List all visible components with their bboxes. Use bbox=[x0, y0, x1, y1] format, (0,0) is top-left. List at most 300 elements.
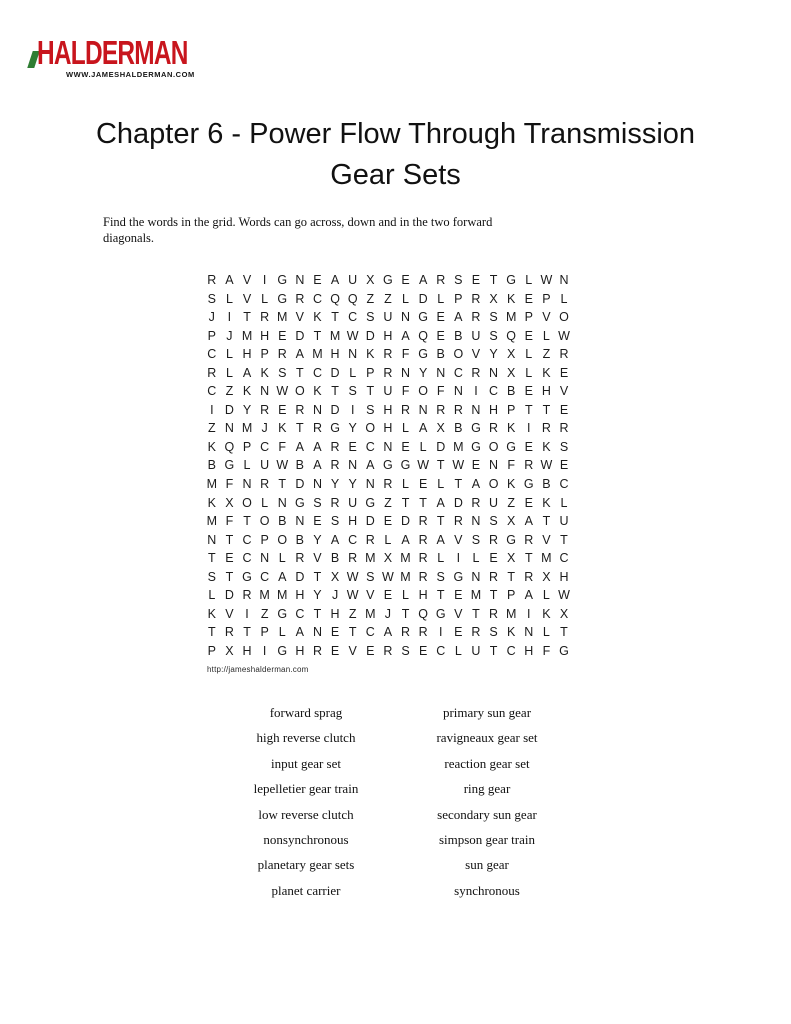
grid-letter: S bbox=[401, 643, 410, 658]
grid-letter: X bbox=[559, 606, 569, 621]
grid-letter: G bbox=[435, 606, 446, 621]
grid-letter: P bbox=[207, 328, 216, 343]
grid-letter: E bbox=[366, 643, 375, 658]
word-list-item: nonsynchronous bbox=[263, 831, 349, 847]
grid-letter: C bbox=[559, 551, 569, 566]
grid-letter: S bbox=[348, 384, 357, 399]
grid-letter: E bbox=[559, 458, 569, 473]
grid-letter: Z bbox=[348, 606, 357, 621]
grid-letter: C bbox=[348, 310, 358, 325]
grid-letter: X bbox=[366, 273, 375, 287]
grid-letter: V bbox=[542, 310, 551, 325]
grid-letter: C bbox=[207, 384, 217, 399]
grid-letter: Q bbox=[418, 328, 428, 343]
grid-letter: N bbox=[436, 365, 446, 380]
grid-letter: X bbox=[330, 569, 340, 584]
grid-letter: Y bbox=[313, 532, 322, 547]
grid-letter: N bbox=[260, 551, 270, 566]
grid-letter: L bbox=[384, 532, 392, 547]
grid-letter: T bbox=[207, 625, 216, 640]
grid-letter: L bbox=[261, 291, 269, 306]
grid-letter: A bbox=[313, 458, 322, 473]
grid-letter: R bbox=[559, 347, 569, 362]
grid-letter: B bbox=[506, 384, 516, 399]
grid-letter: T bbox=[436, 458, 445, 473]
grid-letter: T bbox=[313, 606, 322, 621]
grid-letter: R bbox=[489, 569, 499, 584]
grid-letter: D bbox=[224, 588, 234, 603]
grid-letter: A bbox=[418, 421, 428, 436]
grid-letter: D bbox=[453, 495, 463, 510]
grid-letter: G bbox=[383, 273, 393, 287]
grid-letter: L bbox=[261, 495, 269, 510]
grid-letter: T bbox=[401, 606, 410, 621]
grid-letter: L bbox=[402, 588, 409, 603]
grid-letter: R bbox=[330, 458, 340, 473]
grid-letter: N bbox=[312, 402, 322, 417]
grid-letter: E bbox=[471, 273, 481, 287]
grid-letter: Y bbox=[489, 347, 498, 362]
grid-letter: R bbox=[207, 365, 217, 380]
grid-letter: G bbox=[506, 273, 517, 287]
grid-letter: L bbox=[560, 291, 568, 306]
grid-letter: V bbox=[454, 532, 463, 547]
grid-row bbox=[203, 419, 573, 438]
grid-row bbox=[203, 438, 573, 457]
grid-letter: B bbox=[278, 514, 287, 529]
grid-letter: W bbox=[558, 588, 570, 603]
grid-letter: N bbox=[312, 477, 322, 492]
grid-letter: P bbox=[260, 347, 269, 362]
grid-letter: S bbox=[207, 291, 216, 306]
grid-letter: R bbox=[489, 421, 499, 436]
grid-letter: A bbox=[418, 273, 428, 287]
grid-letter: R bbox=[524, 532, 534, 547]
grid-letter: T bbox=[296, 421, 304, 436]
grid-letter: V bbox=[242, 291, 252, 306]
grid-letter: K bbox=[506, 477, 516, 492]
grid-letter: D bbox=[295, 569, 305, 584]
grid-row bbox=[203, 290, 573, 309]
grid-letter: C bbox=[453, 365, 463, 380]
grid-letter: P bbox=[506, 402, 516, 417]
grid-letter: L bbox=[454, 643, 462, 658]
grid-letter: N bbox=[489, 365, 499, 380]
grid-letter: B bbox=[330, 551, 340, 566]
logo-brand-text: HALDERMAN bbox=[37, 34, 188, 71]
page-title bbox=[0, 114, 791, 196]
grid-letter: R bbox=[436, 402, 446, 417]
grid-letter: R bbox=[436, 273, 446, 287]
grid-letter: R bbox=[312, 421, 322, 436]
grid-letter: G bbox=[224, 458, 235, 473]
grid-letter: U bbox=[260, 458, 270, 473]
grid-letter: T bbox=[243, 625, 251, 640]
grid-letter: M bbox=[365, 551, 376, 566]
grid-row bbox=[203, 623, 573, 642]
grid-row bbox=[203, 456, 573, 475]
grid-letter: N bbox=[453, 384, 463, 399]
grid-letter: N bbox=[312, 625, 322, 640]
grid-letter: A bbox=[330, 532, 340, 547]
grid-letter: G bbox=[277, 273, 288, 287]
grid-letter: G bbox=[418, 310, 428, 325]
grid-letter: P bbox=[260, 625, 269, 640]
grid-letter: S bbox=[313, 495, 322, 510]
grid-letter: M bbox=[241, 421, 253, 436]
grid-letter: N bbox=[295, 514, 305, 529]
grid-letter: R bbox=[260, 402, 270, 417]
grid-letter: H bbox=[383, 421, 393, 436]
grid-letter: E bbox=[418, 477, 428, 492]
grid-letter: M bbox=[206, 514, 218, 529]
grid-letter: O bbox=[365, 421, 376, 436]
grid-letter: L bbox=[437, 477, 445, 492]
grid-letter: F bbox=[542, 643, 551, 658]
grid-letter: N bbox=[400, 310, 411, 325]
grid-letter: I bbox=[245, 606, 249, 621]
grid-letter: A bbox=[278, 569, 287, 584]
grid-letter: M bbox=[206, 477, 218, 492]
grid-letter: L bbox=[402, 291, 409, 306]
grid-letter: H bbox=[295, 643, 305, 658]
grid-letter: U bbox=[559, 514, 569, 529]
word-list-item: lepelletier gear train bbox=[253, 781, 359, 797]
grid-letter: R bbox=[541, 421, 551, 436]
grid-letter: K bbox=[313, 310, 322, 325]
grid-letter: T bbox=[243, 514, 251, 529]
grid-letter: G bbox=[471, 421, 481, 436]
grid-letter: E bbox=[278, 402, 287, 417]
grid-letter: X bbox=[506, 347, 516, 362]
grid-letter: A bbox=[454, 310, 463, 325]
grid-letter: K bbox=[542, 365, 551, 380]
grid-letter: T bbox=[560, 532, 568, 547]
grid-letter: H bbox=[295, 588, 305, 603]
grid-letter: X bbox=[225, 643, 234, 658]
grid-letter: K bbox=[506, 421, 516, 436]
grid-letter: R bbox=[207, 273, 217, 287]
grid-letter: N bbox=[365, 477, 375, 492]
grid-letter: B bbox=[454, 328, 463, 343]
grid-letter: R bbox=[471, 625, 481, 640]
grid-letter: O bbox=[259, 514, 270, 529]
word-search-grid bbox=[203, 271, 573, 660]
grid-letter: N bbox=[471, 402, 481, 417]
grid-letter: S bbox=[436, 569, 445, 584]
grid-letter: L bbox=[437, 551, 445, 566]
grid-letter: Y bbox=[330, 477, 340, 492]
grid-letter: F bbox=[507, 458, 515, 473]
grid-letter: N bbox=[418, 402, 428, 417]
grid-letter: O bbox=[488, 439, 499, 454]
grid-letter: R bbox=[383, 347, 393, 362]
grid-letter: P bbox=[366, 365, 375, 380]
grid-letter: B bbox=[295, 458, 305, 473]
grid-letter: H bbox=[383, 402, 393, 417]
grid-letter: R bbox=[400, 625, 411, 640]
grid-letter: T bbox=[542, 514, 551, 529]
grid-letter: L bbox=[278, 551, 286, 566]
grid-row bbox=[203, 605, 573, 624]
grid-letter: K bbox=[260, 365, 269, 380]
grid-letter: K bbox=[242, 384, 252, 399]
grid-letter: T bbox=[243, 310, 251, 325]
grid-letter: R bbox=[242, 588, 252, 603]
grid-letter: G bbox=[277, 606, 288, 621]
grid-row bbox=[203, 549, 573, 568]
grid-letter: F bbox=[436, 384, 445, 399]
grid-letter: R bbox=[277, 347, 287, 362]
grid-letter: N bbox=[489, 458, 499, 473]
grid-letter: H bbox=[242, 347, 252, 362]
grid-letter: N bbox=[400, 365, 411, 380]
instructions-line-2: diagonals. bbox=[103, 230, 155, 245]
word-list-item: input gear set bbox=[270, 755, 342, 771]
grid-letter: R bbox=[524, 458, 534, 473]
grid-letter: N bbox=[524, 625, 534, 640]
grid-letter: A bbox=[295, 439, 305, 454]
grid-letter: A bbox=[383, 625, 393, 640]
grid-letter: S bbox=[559, 439, 569, 454]
grid-letter: H bbox=[348, 514, 358, 529]
grid-letter: R bbox=[471, 365, 481, 380]
grid-letter: A bbox=[524, 514, 533, 529]
grid-letter: N bbox=[224, 421, 234, 436]
grid-letter: P bbox=[454, 291, 463, 306]
grid-letter: E bbox=[454, 625, 463, 640]
grid-letter: T bbox=[507, 569, 515, 584]
word-list-item: simpson gear train bbox=[438, 831, 536, 847]
grid-letter: Z bbox=[384, 291, 392, 306]
grid-letter: X bbox=[489, 291, 498, 306]
grid-letter: G bbox=[453, 569, 464, 584]
grid-letter: C bbox=[489, 384, 499, 399]
grid-letter: W bbox=[417, 458, 430, 473]
grid-letter: C bbox=[348, 532, 358, 547]
grid-letter: R bbox=[418, 532, 428, 547]
grid-letter: N bbox=[348, 347, 358, 362]
grid-letter: D bbox=[365, 328, 375, 343]
grid-letter: E bbox=[471, 458, 481, 473]
grid-letter: A bbox=[401, 328, 410, 343]
grid-letter: D bbox=[295, 477, 305, 492]
grid-letter: L bbox=[225, 347, 233, 362]
grid-letter: I bbox=[350, 402, 355, 417]
grid-letter: R bbox=[471, 495, 481, 510]
grid-letter: P bbox=[207, 643, 216, 658]
grid-letter: H bbox=[559, 569, 569, 584]
grid-letter: M bbox=[453, 439, 464, 454]
grid-letter: D bbox=[295, 328, 305, 343]
grid-letter: G bbox=[330, 421, 340, 436]
grid-letter: T bbox=[419, 495, 427, 510]
grid-letter: E bbox=[330, 625, 340, 640]
word-list-item: high reverse clutch bbox=[256, 730, 356, 746]
grid-letter: R bbox=[453, 402, 463, 417]
grid-letter: E bbox=[524, 291, 533, 306]
grid-letter: C bbox=[207, 347, 217, 362]
grid-letter: B bbox=[542, 477, 551, 492]
grid-letter: Z bbox=[260, 606, 269, 621]
grid-letter: T bbox=[436, 514, 445, 529]
grid-letter: T bbox=[225, 569, 234, 584]
grid-letter: U bbox=[348, 495, 358, 510]
grid-letter: S bbox=[489, 625, 498, 640]
word-list-item: primary sun gear bbox=[442, 705, 532, 720]
grid-letter: A bbox=[366, 458, 375, 473]
grid-letter: G bbox=[277, 643, 288, 658]
word-list-item: planet carrier bbox=[271, 882, 341, 898]
grid-letter: M bbox=[259, 588, 270, 603]
grid-letter: E bbox=[489, 551, 498, 566]
grid-letter: T bbox=[401, 495, 410, 510]
grid-letter: I bbox=[527, 606, 531, 621]
grid-letter: O bbox=[277, 532, 288, 547]
grid-row bbox=[203, 382, 573, 401]
grid-letter: V bbox=[542, 532, 551, 547]
grid-letter: A bbox=[330, 273, 340, 287]
word-list-left-column bbox=[215, 700, 397, 903]
grid-letter: I bbox=[527, 421, 531, 436]
grid-letter: S bbox=[489, 328, 498, 343]
grid-letter: B bbox=[454, 421, 463, 436]
grid-letter: W bbox=[346, 588, 359, 603]
grid-letter: G bbox=[242, 569, 252, 584]
grid-letter: R bbox=[295, 291, 305, 306]
grid-letter: N bbox=[559, 273, 569, 287]
grid-letter: V bbox=[242, 273, 252, 287]
grid-letter: W bbox=[381, 569, 394, 584]
grid-letter: D bbox=[224, 402, 234, 417]
grid-letter: W bbox=[276, 458, 289, 473]
grid-letter: Q bbox=[347, 291, 358, 306]
grid-letter: E bbox=[313, 514, 322, 529]
grid-letter: I bbox=[438, 625, 443, 640]
grid-letter: L bbox=[560, 495, 568, 510]
grid-row bbox=[203, 308, 573, 327]
grid-letter: K bbox=[366, 347, 375, 362]
grid-letter: R bbox=[365, 532, 375, 547]
grid-letter: K bbox=[207, 439, 216, 454]
grid-letter: C bbox=[295, 606, 305, 621]
grid-letter: R bbox=[260, 310, 270, 325]
grid-letter: E bbox=[559, 365, 569, 380]
grid-letter: A bbox=[524, 588, 533, 603]
word-list-item: planetary gear sets bbox=[257, 857, 355, 873]
grid-letter: K bbox=[542, 495, 551, 510]
grid-letter: K bbox=[278, 421, 287, 436]
grid-letter: T bbox=[296, 365, 304, 380]
grid-letter: R bbox=[295, 402, 305, 417]
grid-letter: K bbox=[506, 291, 516, 306]
grid-letter: E bbox=[418, 643, 428, 658]
grid-letter: R bbox=[260, 477, 270, 492]
grid-letter: C bbox=[365, 439, 375, 454]
grid-letter: T bbox=[489, 588, 498, 603]
grid-letter: F bbox=[401, 384, 410, 399]
grid-letter: L bbox=[542, 588, 550, 603]
grid-letter: E bbox=[225, 551, 234, 566]
grid-letter: R bbox=[418, 569, 428, 584]
logo-tagline: WWW.JAMESHALDERMAN.COM bbox=[66, 70, 195, 79]
grid-letter: M bbox=[277, 310, 288, 325]
page-title-line-2: Gear Sets bbox=[330, 159, 461, 191]
grid-letter: W bbox=[452, 458, 465, 473]
instructions-line-1: Find the words in the grid. Words can go across, down and in the two forward bbox=[103, 215, 493, 229]
grid-letter: T bbox=[524, 402, 533, 417]
grid-letter: A bbox=[242, 365, 252, 380]
grid-letter: M bbox=[541, 551, 552, 566]
grid-letter: R bbox=[489, 606, 499, 621]
grid-letter: X bbox=[436, 421, 445, 436]
grid-letter: U bbox=[489, 495, 499, 510]
grid-row bbox=[203, 327, 573, 346]
grid-letter: C bbox=[260, 569, 270, 584]
grid-letter: T bbox=[331, 310, 339, 325]
grid-letter: R bbox=[418, 514, 428, 529]
grid-letter: P bbox=[542, 291, 551, 306]
grid-letter: R bbox=[418, 625, 428, 640]
grid-letter: L bbox=[208, 588, 216, 603]
grid-letter: M bbox=[470, 588, 482, 603]
grid-letter: X bbox=[506, 551, 516, 566]
grid-letter: M bbox=[329, 328, 341, 343]
grid-letter: Q bbox=[506, 328, 517, 343]
grid-letter: O bbox=[488, 477, 499, 492]
grid-letter: D bbox=[330, 365, 340, 380]
grid-letter: R bbox=[383, 643, 393, 658]
grid-letter: M bbox=[365, 606, 376, 621]
grid-row bbox=[203, 642, 573, 661]
grid-letter: C bbox=[365, 625, 375, 640]
grid-letter: A bbox=[313, 439, 322, 454]
grid-letter: R bbox=[330, 495, 340, 510]
grid-letter: Z bbox=[384, 495, 392, 510]
grid-letter: Q bbox=[418, 606, 428, 621]
word-list-item: forward sprag bbox=[269, 705, 343, 720]
grid-letter: T bbox=[472, 606, 480, 621]
grid-letter: V bbox=[471, 347, 481, 362]
grid-letter: N bbox=[471, 514, 481, 529]
grid-letter: G bbox=[506, 532, 517, 547]
grid-letter: E bbox=[524, 328, 533, 343]
grid-letter: A bbox=[225, 273, 234, 287]
grid-row bbox=[203, 345, 573, 364]
grid-letter: P bbox=[524, 310, 533, 325]
grid-row bbox=[203, 364, 573, 383]
page-title-line-1: Chapter 6 - Power Flow Through Transmission bbox=[95, 118, 696, 150]
word-list-item: secondary sun gear bbox=[437, 806, 537, 822]
grid-letter: C bbox=[242, 532, 252, 547]
grid-letter: H bbox=[330, 606, 340, 621]
grid-letter: J bbox=[261, 421, 268, 436]
grid-letter: A bbox=[295, 347, 305, 362]
grid-letter: O bbox=[242, 495, 252, 510]
grid-letter: W bbox=[540, 273, 553, 287]
grid-letter: E bbox=[401, 439, 410, 454]
grid-letter: I bbox=[210, 402, 214, 417]
grid-letter: E bbox=[436, 310, 445, 325]
grid-letter: E bbox=[401, 273, 410, 287]
grid-letter: E bbox=[524, 384, 533, 399]
grid-letter: W bbox=[346, 328, 359, 343]
grid-letter: R bbox=[418, 551, 428, 566]
grid-letter: V bbox=[454, 606, 463, 621]
grid-letter: A bbox=[436, 532, 445, 547]
grid-letter: H bbox=[418, 588, 428, 603]
grid-letter: S bbox=[366, 569, 375, 584]
